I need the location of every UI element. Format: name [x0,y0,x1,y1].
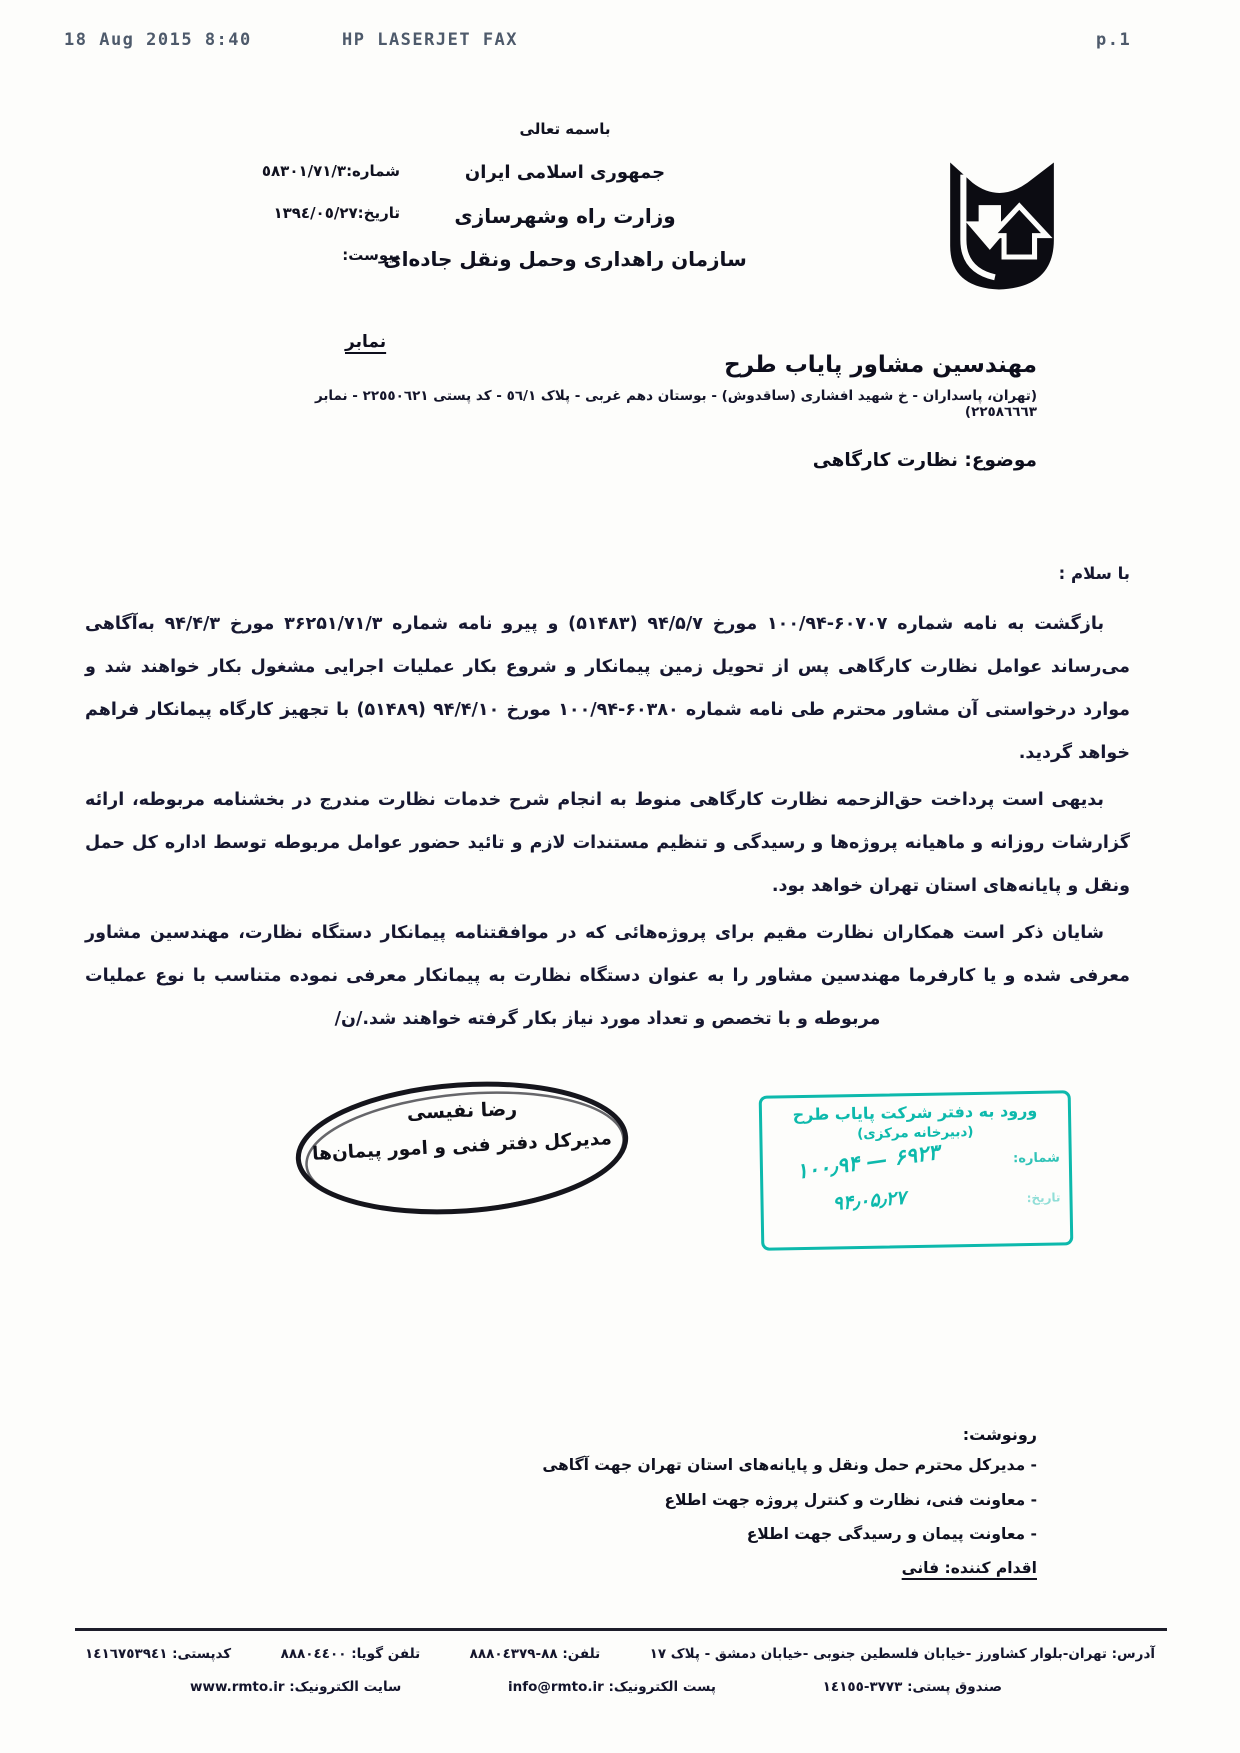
cc-item-1: - مدیرکل محترم حمل ونقل و پایانه‌های استان تهران جهت آگاهی [542,1456,1037,1474]
recipient-name: مهندسین مشاور پایاب طرح [724,352,1037,378]
letter-number-label: شماره: [346,162,400,180]
footer-email: پست الکترونیک: info@rmto.ir [508,1679,716,1695]
cc-label: رونوشت: [962,1425,1037,1444]
letterhead-organization: سازمان راهداری وحمل ونقل جاده‌ای [383,247,747,271]
footer-po-box: صندوق پستی: ٣٧٧٣-١٤١٥٥ [822,1679,1002,1695]
body-paragraph-3: شایان ذکر است همکاران نظارت مقیم برای پروژه‌هائی که در موافقتنامه پیمانکار دستگاه نظارت، مهندسین مشاور معرفی شده و یا کارفرما مهندسین مشاور را به عنوان دستگاه نظارت به پیمانکار معرفی نموده متناسب با نوع عملیات مربوطه و با تخصص و تعداد مورد نیاز بکار گرفته خواهند شد./ن/ [85,923,1130,1029]
cc-item-3: - معاونت پیمان و رسیدگی جهت اطلاع [746,1525,1037,1543]
fax-datetime: 18 Aug 2015 8:40 [64,30,252,50]
letterhead-ministry: وزارت راه وشهرسازی [454,204,676,228]
letter-number-row [205,162,400,180]
subject-line: موضوع: نظارت کارگاهی [812,450,1037,471]
salutation: با سلام : [1058,564,1130,583]
letter-date-label: تاریخ: [357,204,400,222]
rmto-logo-icon [940,158,1062,296]
footer-line-2 [190,1679,1002,1695]
letterhead-invocation: باسمه تعالی [519,120,611,138]
letterhead [355,120,775,271]
letter-attachment-label: پیوست: [342,246,400,264]
fax-device-name: HP LASERJET FAX [342,30,519,50]
receipt-date-handwritten: ۹۴٫۰۵٫۲۷ [831,1186,907,1215]
receipt-stamp-title: ورود به دفتر شرکت پایاب طرح [792,1100,1038,1125]
receipt-number-handwritten: ۱۰۰٫۹۴ — ۶۹۲۳ [794,1139,941,1184]
signature-stamp [292,1078,632,1220]
cc-handler: اقدام کننده: فانی [901,1558,1037,1577]
receipt-date-label: تاریخ: [1026,1190,1061,1206]
body-paragraph-2: بدیهی است پرداخت حق‌الزحمه نظارت کارگاهی منوط به انجام شرح خدمات نظارت مندرج در بخشنامه مربوطه، ارائه گزارشات روزانه و ماهیانه پروژه‌ها و رسیدگی و تنظیم مستندات لازم و تائید حضور عوامل مربوطه توسط اداره کل حمل ونقل و پایانه‌های استان تهران خواهد بود. [85,790,1130,896]
recipient-block [247,352,1037,420]
recipient-address: (تهران، پاسداران - خ شهید افشاری (ساقدوش) - بوستان دهم غربی - پلاک ٥٦/١ - کد پستی ٢٢٥٥٠٦٢١ - نمابر ٢٢٥٨٦٦٦٣) [314,388,1037,420]
receipt-stamp-number-row [772,1138,1061,1189]
letter-number-value: ٥٨٣٠١/٧١/٣ [261,162,347,180]
cc-block [542,1425,1037,1577]
letter-date-value: ١٣٩٤/٠٥/٢٧ [273,204,358,222]
receipt-stamp-subtitle: (دبیرخانه مرکزی) [857,1123,974,1143]
letter-body [85,552,1130,1045]
receipt-stamp-date-row [772,1184,1061,1223]
letter-date-row [205,204,400,222]
footer-address: آدرس: تهران-بلوار کشاورز -خیابان فلسطین جنوبی -خیابان دمشق - پلاک ١٧ [649,1646,1155,1662]
letterhead-meta [205,162,400,288]
letter-attachment-row [205,246,400,264]
cc-item-2: - معاونت فنی، نظارت و کنترل پروژه جهت اطلاع [664,1490,1037,1509]
footer-line-1 [85,1646,1155,1662]
footer-postal-code: کدپستی: ١٤١٦٧٥٣٩٤١ [85,1646,232,1662]
footer-website: سایت الکترونیک: www.rmto.ir [190,1679,402,1695]
receipt-stamp [759,1090,1074,1250]
footer-voice-phone: تلفن گویا: ٨٨٨٠٤٤٠٠ [280,1646,421,1662]
signer-name: رضا نفیسی [406,1098,518,1124]
receipt-number-label: شماره: [1012,1150,1060,1167]
footer-phone: تلفن: ٨٨-٨٨٨٠٤٣٧٩ [469,1646,601,1662]
signer-title: مدیرکل دفتر فنی و امور پیمان‌ها [311,1128,613,1165]
delivery-channel-label: نمابر [345,332,387,352]
footer-divider [75,1628,1167,1631]
body-paragraph-1: بازگشت به نامه شماره ⁦۱۰۰/۹۴-۶۰۷۰۷⁩ مورخ ۹۴/۵/۷ (۵۱۴۸۳) و پیرو نامه شماره ۳۶۲۵۱/۷۱/۳ مورخ ۹۴/۴/۳ به‌آگاهی می‌رساند عوامل نظارت کارگاهی پس از تحویل زمین پیمانکار و شروع بکار عملیات اجرایی مشغول بکار خواهند شد و موارد درخواستی آن مشاور محترم طی نامه شماره ⁦۱۰۰/۹۴-۶۰۳۸۰⁩ مورخ ۹۴/۴/۱۰ (۵۱۴۸۹) با تجهیز کارگاه پیمانکار فراهم خواهد گردید. [85,614,1131,763]
letterhead-country: جمهوری اسلامی ایران [464,162,666,183]
fax-page-number: p.1 [1096,30,1132,50]
